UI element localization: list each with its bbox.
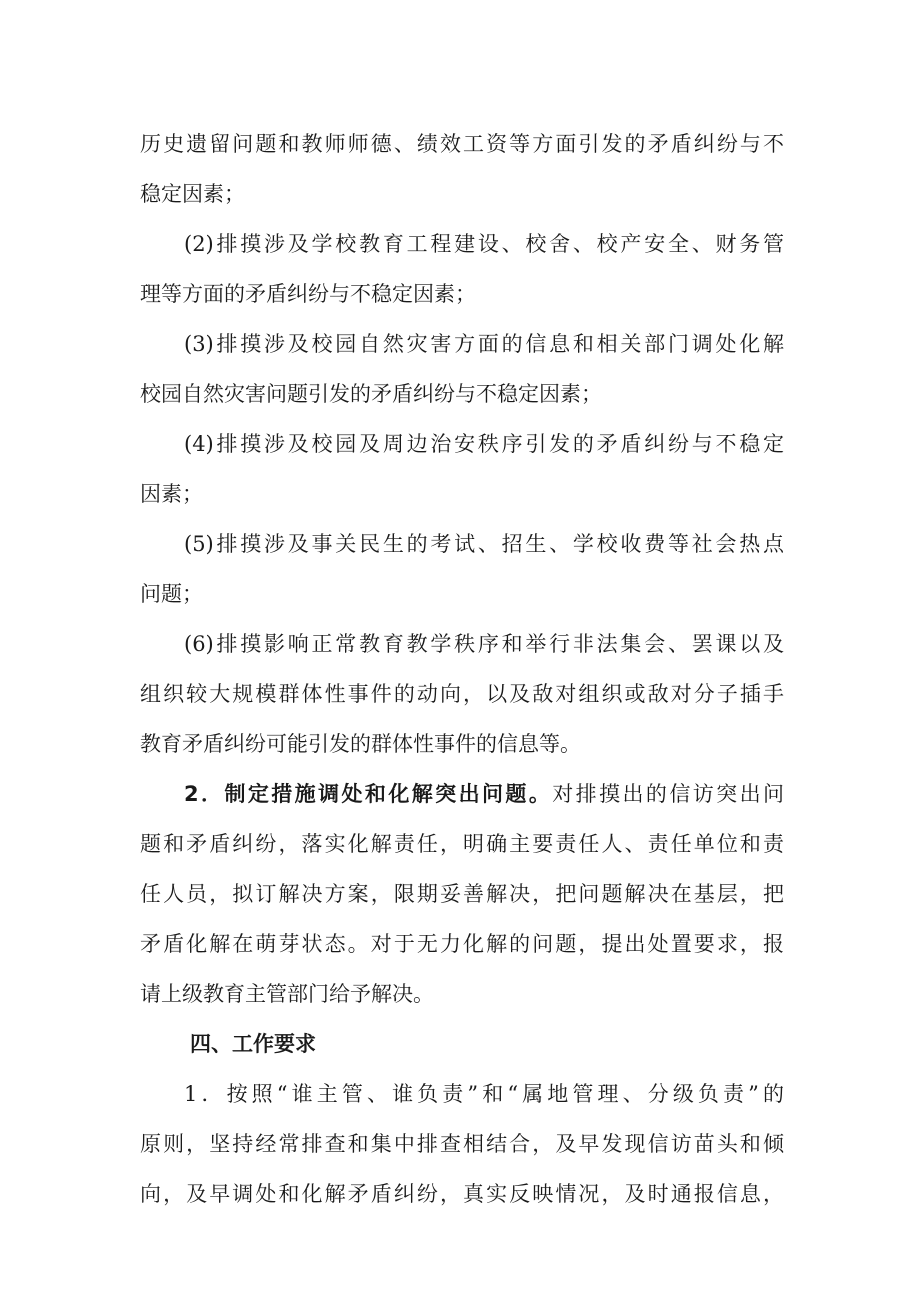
list-item-6-line: 教育矛盾纠纷可能引发的群体性事件的信息等。 [140,732,581,756]
section-2-line: 矛盾化解在萌芽状态。对于无力化解的问题，提出处置要求，报 [140,932,784,956]
list-item-6-line: 组织较大规模群体性事件的动向，以及敌对组织或敌对分子插手 [140,682,784,706]
section-2-first-line [184,774,784,814]
section-2-line: 任人员，拟订解决方案，限期妥善解决，把问题解决在基层，把 [140,882,784,906]
requirement-1-line: 向，及早调处和化解矛盾纠纷，真实反映情况，及时通报信息， [140,1182,784,1206]
list-item-5-line: (5)排摸涉及事关民生的考试、招生、学校收费等社会热点 [184,532,784,556]
section-2-line: 题和矛盾纠纷，落实化解责任，明确主要责任人、责任单位和责 [140,832,784,856]
list-item-3-line: (3)排摸涉及校园自然灾害方面的信息和相关部门调处化解 [184,332,784,356]
list-item-4-line: 因素； [140,482,203,506]
list-item-2-line: 理等方面的矛盾纠纷与不稳定因素； [140,282,476,306]
paragraph-text-line: 历史遗留问题和教师师德、绩效工资等方面引发的矛盾纠纷与不 [140,132,784,156]
requirement-1-line: 1．按照“谁主管、谁负责”和“属地管理、分级负责”的 [184,1082,784,1106]
list-item-5-line: 问题； [140,582,203,606]
paragraph-text-line: 稳定因素； [140,182,245,206]
list-item-3-line: 校园自然灾害问题引发的矛盾纠纷与不稳定因素； [140,382,602,406]
section-heading-work-requirements: 四、工作要求 [190,1032,316,1056]
list-item-2-line: (2)排摸涉及学校教育工程建设、校舍、校产安全、财务管 [184,232,784,256]
list-item-6-line: (6)排摸影响正常教育教学秩序和举行非法集会、罢课以及 [184,632,784,656]
section-2-bold-lead: 2．制定措施调处和化解突出问题。 [184,782,553,806]
section-2-line: 请上级教育主管部门给予解决。 [140,982,434,1006]
requirement-1-line: 原则，坚持经常排查和集中排查相结合，及早发现信访苗头和倾 [140,1132,784,1156]
list-item-4-line: (4)排摸涉及校园及周边治安秩序引发的矛盾纠纷与不稳定 [184,432,784,456]
section-2-line-rest: 对排摸出的信访突出问 [552,782,784,806]
